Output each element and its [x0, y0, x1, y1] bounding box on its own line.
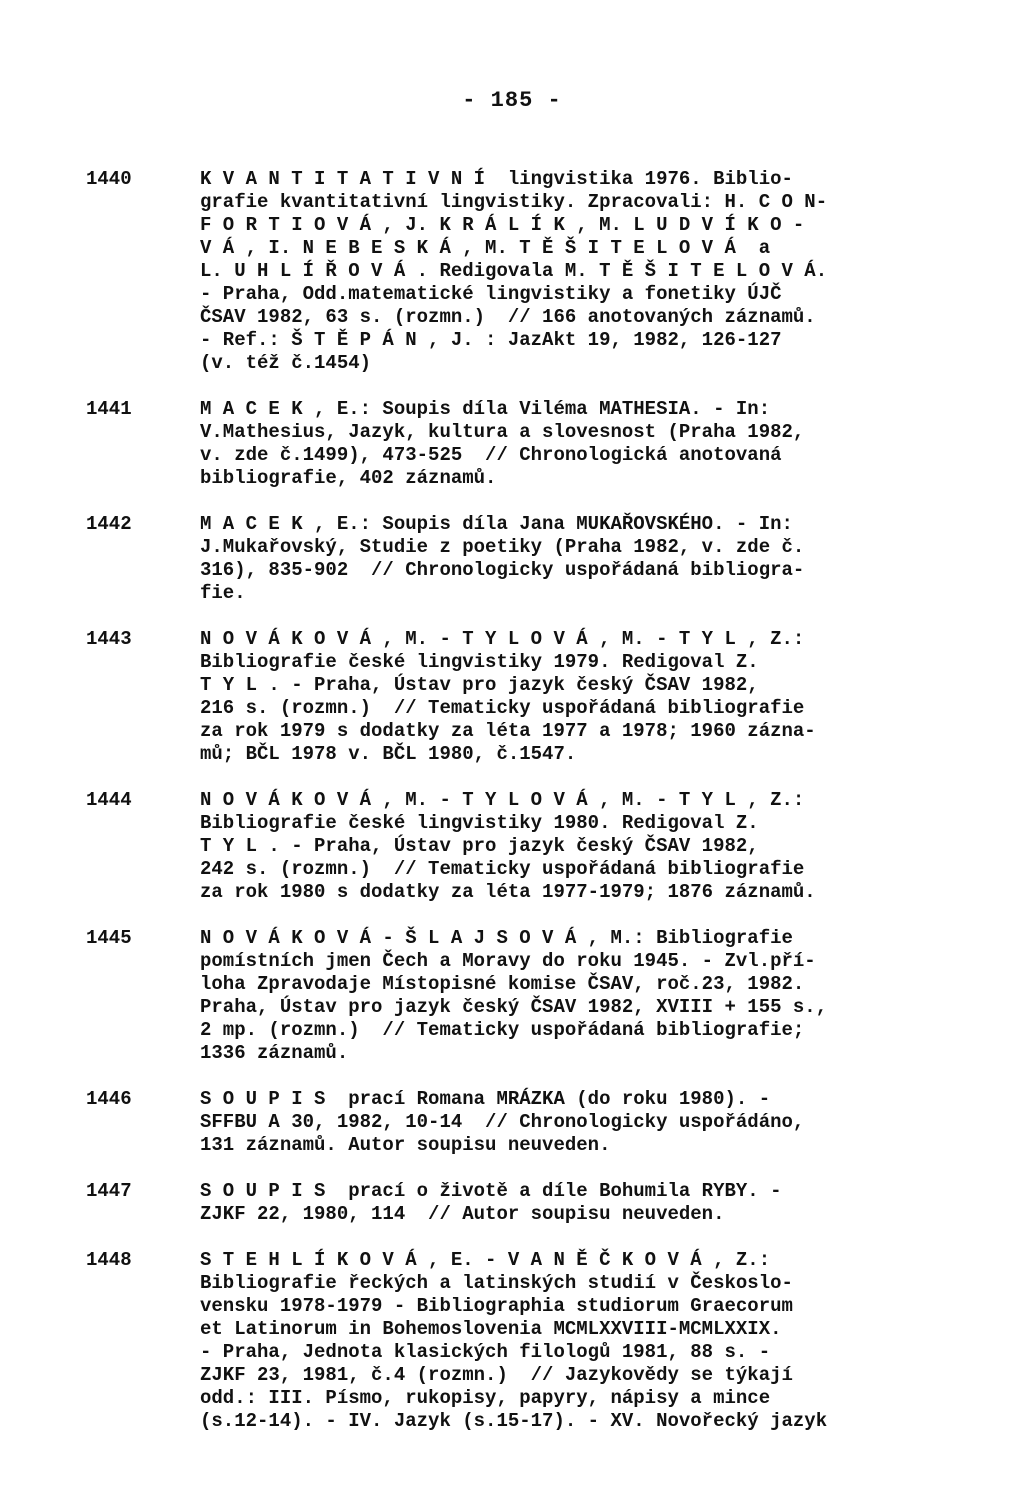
entry-1441	[86, 398, 986, 490]
entry-text: S O U P I S prací Romana MRÁZKA (do roku 1980). - SFFBU A 30, 1982, 10-14 // Chronologicky uspořádáno, 131 záznamů. Autor soupisu neuveden.	[200, 1088, 805, 1156]
entry-text: N O V Á K O V Á , M. - T Y L O V Á , M. - T Y L , Z.: Bibliografie české lingvistiky 1980. Redigoval Z. T Y L . - Praha, Ústav pro jazyk český ČSAV 1982, 242 s. (rozmn.) // Tematicky uspořádaná bibliografie za rok 1980 s dodatky za léta 1977-1979; 1876 záznamů.	[200, 789, 816, 903]
entry-number: 1447	[86, 1180, 132, 1202]
entry-text: S O U P I S prací o životě a díle Bohumila RYBY. - ZJKF 22, 1980, 114 // Autor soupisu neuveden.	[200, 1180, 782, 1225]
entry-text: S T E H L Í K O V Á , E. - V A N Ě Č K O V Á , Z.: Bibliografie řeckých a latinských studií v Českoslo- vensku 1978-1979 - Bibliographia studiorum Graecorum et Latinorum in Bohemoslovenia MCMLXXVIII-MCMLXXIX. - Praha, Jednota klasických filologů 1981, 88 s. - ZJKF 23, 1981, č.4 (rozmn.) // Jazykovědy se týkají odd.: III. Písmo, rukopisy, papyry, nápisy a mince (s.12-14). - IV. Jazyk (s.15-17). - XV. Novořecký jazyk	[200, 1249, 828, 1432]
page-number: - 185 -	[462, 88, 562, 113]
entry-1445	[86, 927, 986, 1065]
entry-number: 1444	[86, 789, 132, 811]
entry-1446	[86, 1088, 986, 1157]
entry-1448	[86, 1249, 986, 1433]
entry-1443	[86, 628, 986, 766]
entry-text: M A C E K , E.: Soupis díla Jana MUKAŘOVSKÉHO. - In: J.Mukařovský, Studie z poetiky (Praha 1982, v. zde č. 316), 835-902 // Chronologicky uspořádaná bibliogra- fie.	[200, 513, 805, 604]
entry-1442	[86, 513, 986, 605]
entry-1447	[86, 1180, 986, 1226]
entry-1440	[86, 168, 986, 375]
entry-1444	[86, 789, 986, 904]
entry-number: 1448	[86, 1249, 132, 1271]
entry-number: 1445	[86, 927, 132, 949]
entry-text: M A C E K , E.: Soupis díla Viléma MATHESIA. - In: V.Mathesius, Jazyk, kultura a slovesnost (Praha 1982, v. zde č.1499), 473-525 // Chronologická anotovaná bibliografie, 402 záznamů.	[200, 398, 805, 489]
entry-number: 1441	[86, 398, 132, 420]
entry-number: 1440	[86, 168, 132, 190]
entry-number: 1446	[86, 1088, 132, 1110]
entry-number: 1442	[86, 513, 132, 535]
entry-number: 1443	[86, 628, 132, 650]
entry-text: N O V Á K O V Á , M. - T Y L O V Á , M. - T Y L , Z.: Bibliografie české lingvistiky 1979. Redigoval Z. T Y L . - Praha, Ústav pro jazyk český ČSAV 1982, 216 s. (rozmn.) // Tematicky uspořádaná bibliografie za rok 1979 s dodatky za léta 1977 a 1978; 1960 zázna- mů; BČL 1978 v. BČL 1980, č.1547.	[200, 628, 816, 765]
entry-text: K V A N T I T A T I V N Í lingvistika 1976. Biblio- grafie kvantitativní lingvistiky. Zpracovali: H. C O N- F O R T I O V Á , J. K R Á L Í K , M. L U D V Í K O - V Á , I. N E B E S K Á , M. T Ě Š I T E L O V Á a L. U H L Í Ř O V Á . Redigovala M. T Ě Š I T E L O V Á. - Praha, Odd.matematické lingvistiky a fonetiky ÚJČ ČSAV 1982, 63 s. (rozmn.) // 166 anotovaných záznamů. - Ref.: Š T Ě P Á N , J. : JazAkt 19, 1982, 126-127 (v. též č.1454)	[200, 168, 828, 374]
bibliography-entries	[86, 168, 986, 1456]
entry-text: N O V Á K O V Á - Š L A J S O V Á , M.: Bibliografie pomístních jmen Čech a Moravy do roku 1945. - Zvl.pří- loha Zpravodaje Místopisné komise ČSAV, roč.23, 1982. Praha, Ústav pro jazyk český ČSAV 1982, XVIII + 155 s., 2 mp. (rozmn.) // Tematicky uspořádaná bibliografie; 1336 záznamů.	[200, 927, 828, 1064]
